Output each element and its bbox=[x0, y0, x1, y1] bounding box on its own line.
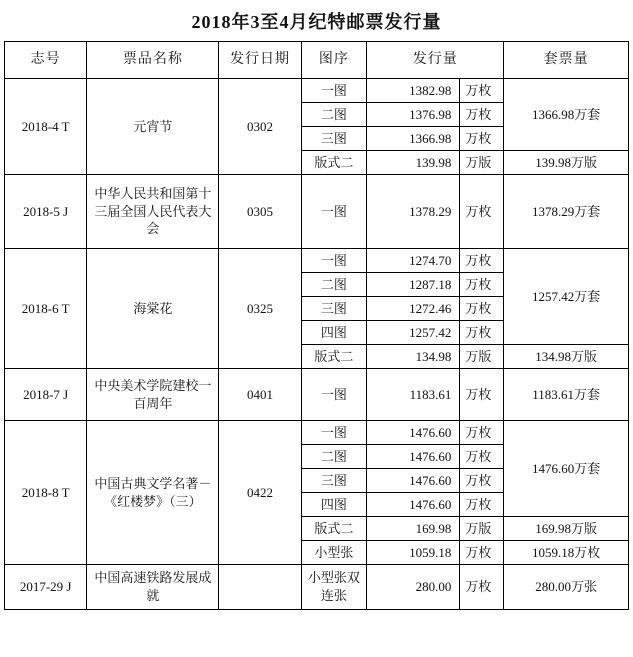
quantity-value: 139.98 bbox=[415, 154, 452, 170]
cell-quantity bbox=[367, 127, 504, 151]
quantity-value: 1366.98 bbox=[409, 130, 452, 146]
cell-order: 二图 bbox=[301, 103, 366, 127]
cell-order: 三图 bbox=[301, 127, 366, 151]
cell-quantity bbox=[367, 469, 504, 493]
cell-quantity bbox=[367, 517, 504, 541]
quantity-unit: 万枚 bbox=[459, 421, 503, 444]
cell-order: 三图 bbox=[301, 297, 366, 321]
quantity-value: 1476.60 bbox=[409, 472, 452, 488]
cell-order: 一图 bbox=[301, 79, 366, 103]
table-row bbox=[5, 249, 629, 273]
cell-set-total: 1476.60万套 bbox=[504, 421, 629, 517]
quantity-value: 1382.98 bbox=[409, 82, 452, 98]
cell-order: 四图 bbox=[301, 493, 366, 517]
cell-order: 版式二 bbox=[301, 345, 366, 369]
cell-name: 海棠花 bbox=[87, 249, 219, 369]
quantity-value: 1272.46 bbox=[409, 300, 452, 316]
quantity-value: 1059.18 bbox=[409, 544, 452, 560]
quantity-unit: 万枚 bbox=[459, 273, 503, 296]
table-row bbox=[5, 421, 629, 445]
cell-set-total: 1059.18万枚 bbox=[504, 541, 629, 565]
quantity-unit: 万枚 bbox=[459, 445, 503, 468]
cell-code: 2018-8 T bbox=[5, 421, 87, 565]
cell-date: 0305 bbox=[219, 175, 301, 249]
quantity-unit: 万枚 bbox=[459, 249, 503, 272]
cell-code: 2018-7 J bbox=[5, 369, 87, 421]
cell-quantity bbox=[367, 273, 504, 297]
cell-quantity bbox=[367, 369, 504, 421]
quantity-unit: 万版 bbox=[459, 517, 503, 540]
cell-date: 0302 bbox=[219, 79, 301, 175]
table-header bbox=[5, 42, 629, 79]
column-header-date: 发行日期 bbox=[219, 42, 301, 79]
quantity-value: 1376.98 bbox=[409, 106, 452, 122]
cell-quantity bbox=[367, 541, 504, 565]
quantity-unit: 万版 bbox=[459, 151, 503, 174]
quantity-value: 1476.60 bbox=[409, 496, 452, 512]
cell-quantity bbox=[367, 565, 504, 610]
column-header-order: 图序 bbox=[301, 42, 366, 79]
cell-set-total: 1257.42万套 bbox=[504, 249, 629, 345]
table-body bbox=[5, 79, 629, 610]
cell-order: 小型张双连张 bbox=[301, 565, 366, 610]
quantity-unit: 万枚 bbox=[459, 493, 503, 516]
cell-order: 三图 bbox=[301, 469, 366, 493]
cell-order: 一图 bbox=[301, 421, 366, 445]
stamp-issue-table bbox=[4, 41, 629, 610]
cell-set-total: 169.98万版 bbox=[504, 517, 629, 541]
quantity-value: 1257.42 bbox=[409, 324, 452, 340]
cell-code: 2018-5 J bbox=[5, 175, 87, 249]
quantity-unit: 万枚 bbox=[459, 297, 503, 320]
quantity-value: 1274.70 bbox=[409, 252, 452, 268]
cell-code: 2018-6 T bbox=[5, 249, 87, 369]
cell-quantity bbox=[367, 493, 504, 517]
cell-date: 0422 bbox=[219, 421, 301, 565]
column-header-set: 套票量 bbox=[504, 42, 629, 79]
quantity-value: 1476.60 bbox=[409, 448, 452, 464]
cell-quantity bbox=[367, 421, 504, 445]
cell-order: 四图 bbox=[301, 321, 366, 345]
column-header-quantity: 发行量 bbox=[367, 42, 504, 79]
quantity-unit: 万版 bbox=[459, 345, 503, 368]
quantity-unit: 万枚 bbox=[459, 321, 503, 344]
cell-quantity bbox=[367, 321, 504, 345]
quantity-unit: 万枚 bbox=[459, 103, 503, 126]
quantity-value: 1378.29 bbox=[409, 203, 452, 219]
cell-date: 0401 bbox=[219, 369, 301, 421]
quantity-unit: 万枚 bbox=[459, 541, 503, 564]
table-row bbox=[5, 369, 629, 421]
cell-name: 中央美术学院建校一百周年 bbox=[87, 369, 219, 421]
quantity-unit: 万枚 bbox=[459, 175, 503, 248]
column-header-name: 票品名称 bbox=[87, 42, 219, 79]
cell-quantity bbox=[367, 445, 504, 469]
quantity-unit: 万枚 bbox=[459, 469, 503, 492]
cell-quantity bbox=[367, 345, 504, 369]
column-header-code: 志号 bbox=[5, 42, 87, 79]
table-row bbox=[5, 175, 629, 249]
page-title: 2018年3至4月纪特邮票发行量 bbox=[191, 12, 442, 32]
cell-order: 二图 bbox=[301, 273, 366, 297]
quantity-unit: 万枚 bbox=[459, 369, 503, 420]
cell-order: 版式二 bbox=[301, 151, 366, 175]
quantity-value: 280.00 bbox=[415, 579, 452, 595]
cell-quantity bbox=[367, 175, 504, 249]
cell-set-total: 280.00万张 bbox=[504, 565, 629, 610]
cell-set-total: 1183.61万套 bbox=[504, 369, 629, 421]
cell-order: 一图 bbox=[301, 249, 366, 273]
table-row bbox=[5, 79, 629, 103]
cell-set-total: 1366.98万套 bbox=[504, 79, 629, 151]
quantity-unit: 万枚 bbox=[459, 565, 503, 609]
quantity-unit: 万枚 bbox=[459, 79, 503, 102]
quantity-value: 1183.61 bbox=[409, 386, 452, 402]
cell-set-total: 134.98万版 bbox=[504, 345, 629, 369]
cell-order: 一图 bbox=[301, 369, 366, 421]
table-row bbox=[5, 565, 629, 610]
cell-order: 小型张 bbox=[301, 541, 366, 565]
cell-code: 2018-4 T bbox=[5, 79, 87, 175]
cell-code: 2017-29 J bbox=[5, 565, 87, 610]
quantity-value: 134.98 bbox=[415, 348, 452, 364]
cell-date: 0325 bbox=[219, 249, 301, 369]
cell-set-total: 1378.29万套 bbox=[504, 175, 629, 249]
cell-date bbox=[219, 565, 301, 610]
quantity-value: 1476.60 bbox=[409, 424, 452, 440]
quantity-unit: 万枚 bbox=[459, 127, 503, 150]
cell-order: 一图 bbox=[301, 175, 366, 249]
quantity-value: 169.98 bbox=[415, 520, 452, 536]
cell-quantity bbox=[367, 103, 504, 127]
cell-order: 版式二 bbox=[301, 517, 366, 541]
cell-quantity bbox=[367, 151, 504, 175]
quantity-value: 1287.18 bbox=[409, 276, 452, 292]
cell-quantity bbox=[367, 249, 504, 273]
cell-order: 二图 bbox=[301, 445, 366, 469]
cell-set-total: 139.98万版 bbox=[504, 151, 629, 175]
cell-quantity bbox=[367, 297, 504, 321]
cell-quantity bbox=[367, 79, 504, 103]
cell-name: 中国古典文学名著－《红楼梦》（三） bbox=[87, 421, 219, 565]
cell-name: 元宵节 bbox=[87, 79, 219, 175]
cell-name: 中华人民共和国第十三届全国人民代表大会 bbox=[87, 175, 219, 249]
cell-name: 中国高速铁路发展成就 bbox=[87, 565, 219, 610]
